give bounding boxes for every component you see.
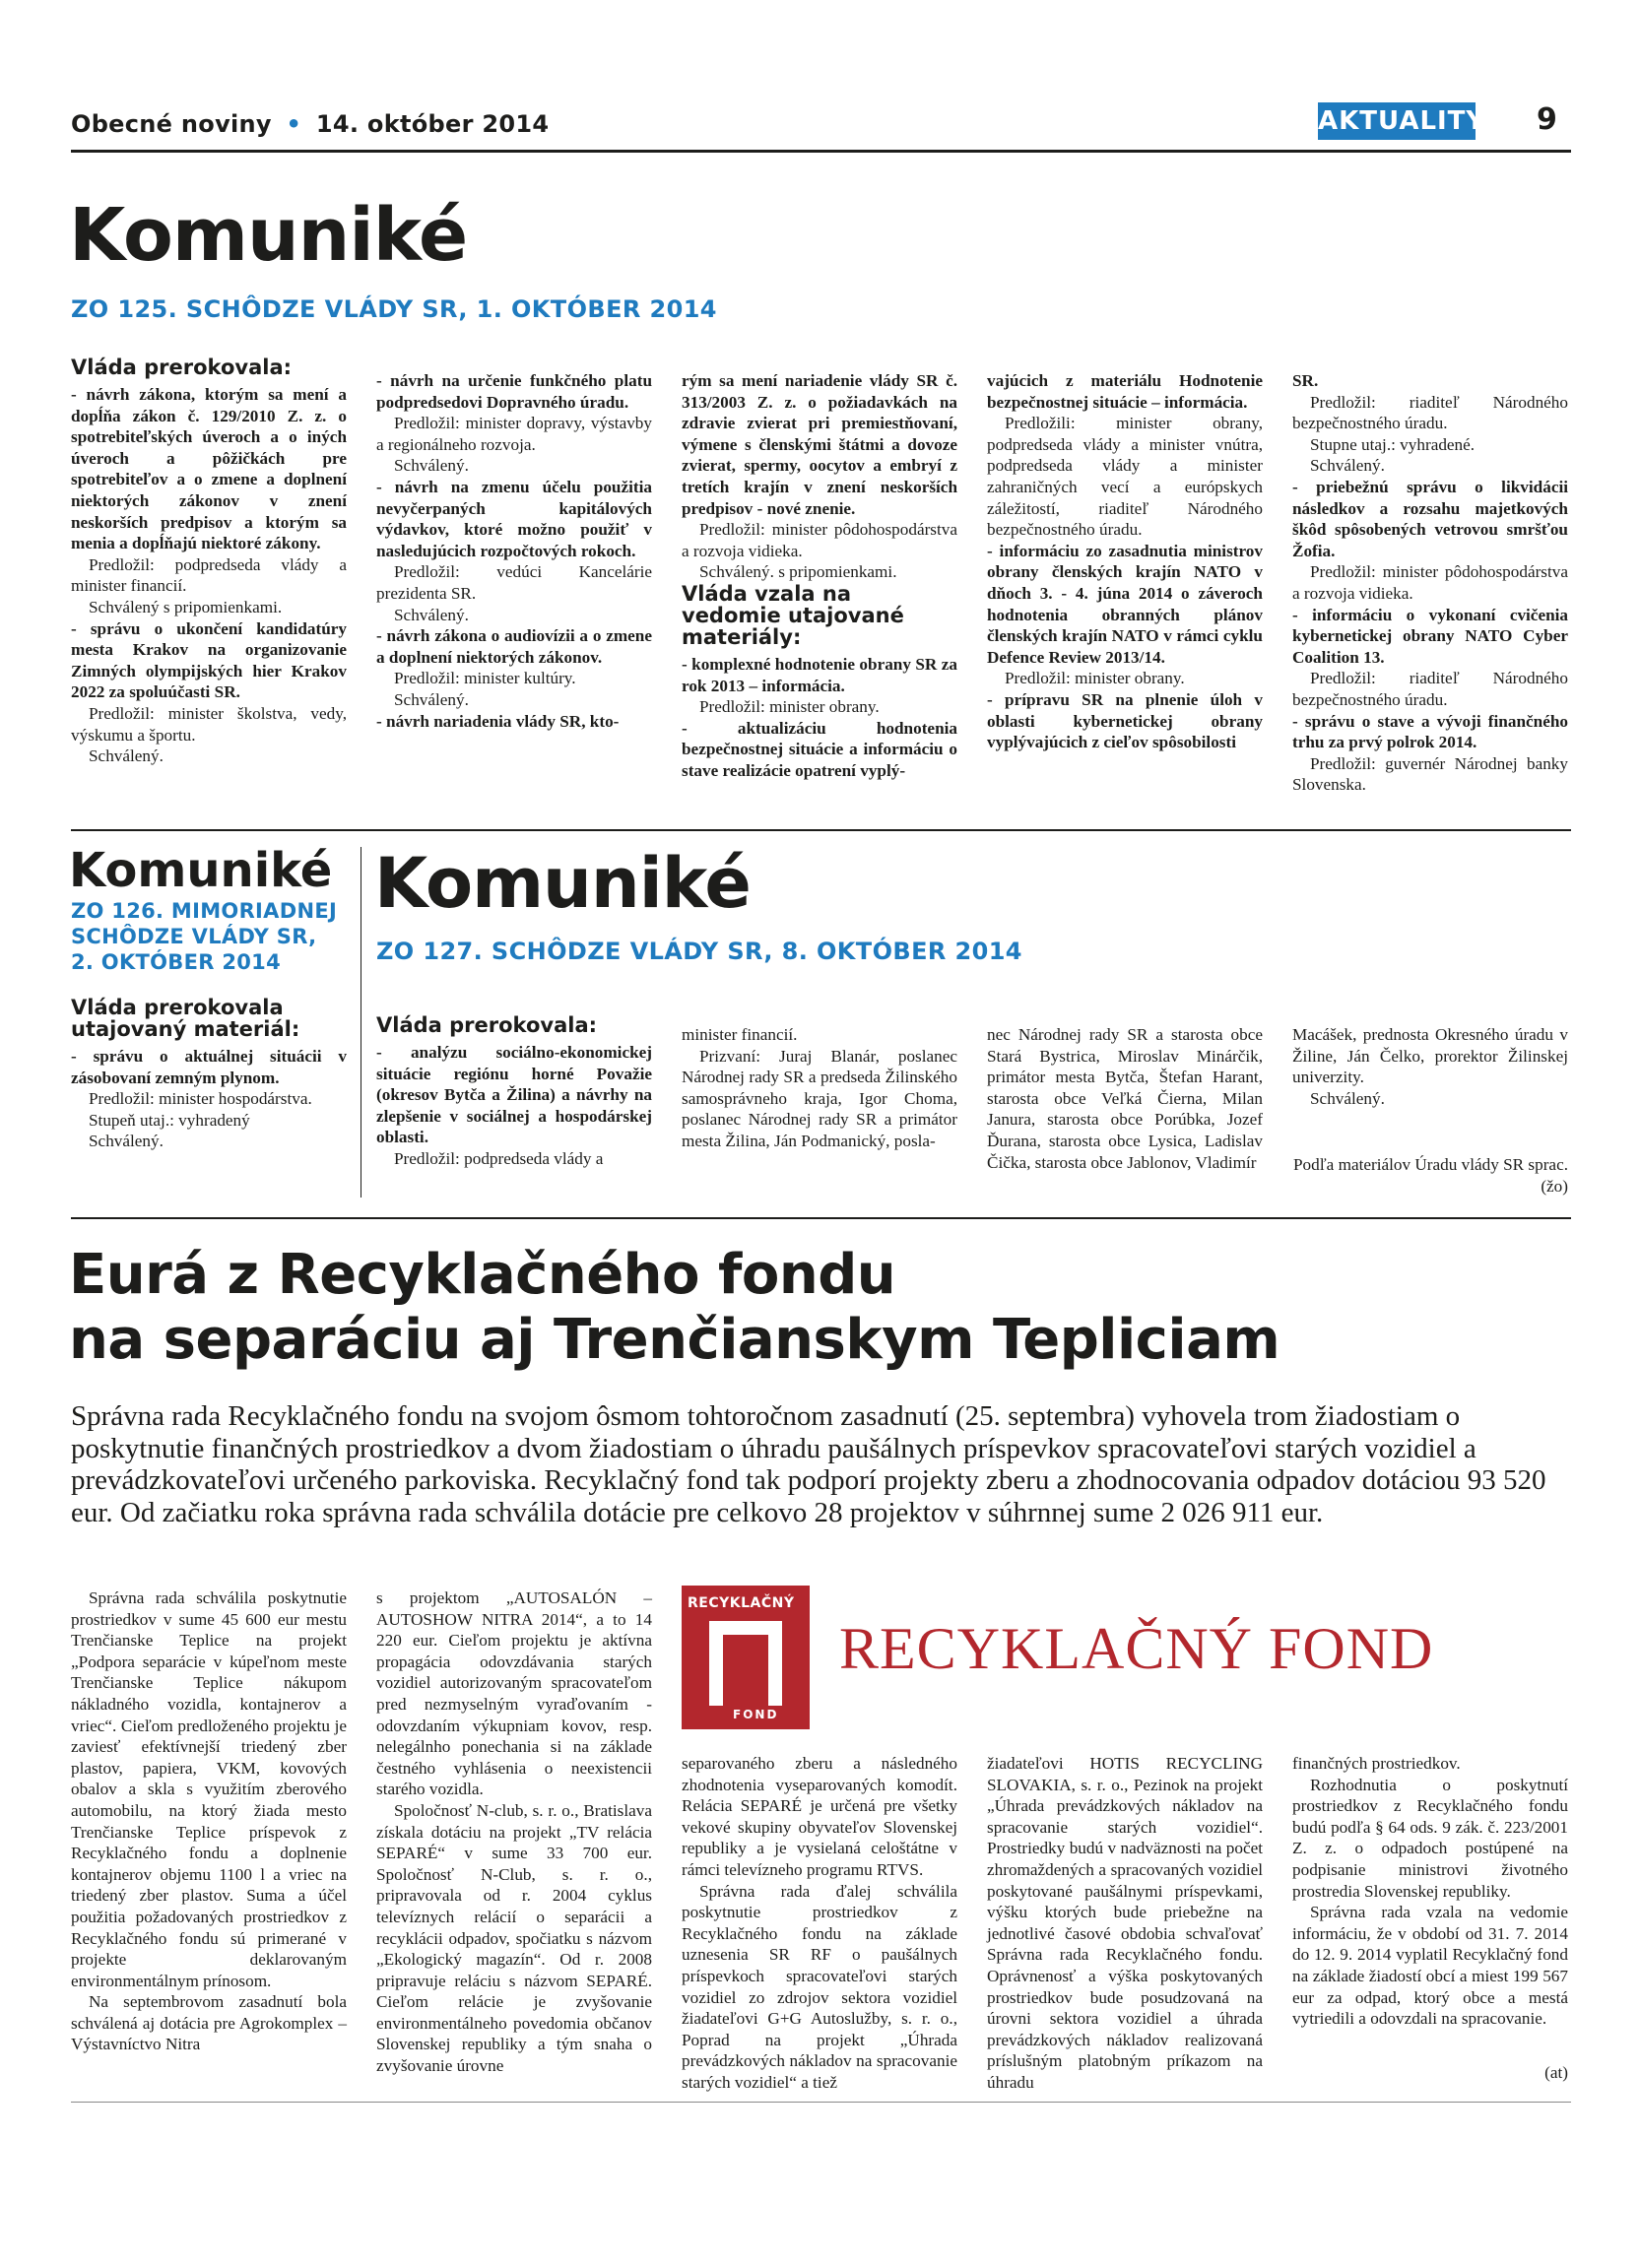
paragraph: Schválený.	[394, 689, 469, 709]
paragraph: Stupeň utaj.: vyhradený	[89, 1110, 250, 1130]
article-col-1	[71, 1588, 347, 2055]
header-rule	[71, 150, 1571, 153]
subtitle-line: ZO 126. MIMORIADNEJ	[71, 899, 338, 923]
paragraph: Predložil: riaditeľ Národného bezpečnostného úradu.	[1292, 669, 1568, 709]
footer-rule	[71, 2102, 1571, 2103]
paragraph: Predložil: minister obrany.	[699, 697, 880, 717]
komunike-127-col-4	[1292, 1024, 1568, 1109]
paragraph: Stupne utaj.: vyhradené.	[1310, 434, 1476, 454]
article-signature	[1292, 2062, 1568, 2084]
agenda-item: rým sa mení nariadenie vlády SR č. 313/2003 Z. z. o požiadavkách na zdravie zvierat pri premiestňovaní, výmene s členskými štátmi a dovoze zvierat, spermy, oocytov a embryí z tretích krajín v znení neskorších predpisov - nové znenie.	[682, 371, 957, 518]
paper-name: Obecné noviny	[71, 110, 272, 138]
komunike-source	[1292, 1154, 1568, 1197]
paragraph: Predložil: riaditeľ Národného bezpečnostného úradu.	[1292, 392, 1568, 433]
agenda-item: - informáciu o vykonaní cvičenia kybernetickej obrany NATO Cyber Coalition 13.	[1292, 605, 1568, 667]
paragraph: Rozhodnutia o poskytnutí prostriedkov z Recyklačného fondu budú podľa § 64 ods. 9 zák. č. 223/2001 Z. z. o odpadoch postúpené na podpisanie ministrovi životného prostredia Slovenskej republiky.	[1292, 1775, 1568, 1901]
paragraph: Predložil: vedúci Kancelárie prezidenta SR.	[376, 562, 652, 603]
komunike-125-col-4	[987, 370, 1263, 753]
paragraph: Predložil: minister obrany.	[1005, 669, 1185, 688]
paragraph: Správna rada schválila poskytnutie prostriedkov v sume 45 600 eur mestu Trenčianske Teplice na projekt „Podpora separácie v kúpeľnom meste Trenčianske Teplice nákupom nákladného vozidla, kontajnerov a vriec“. Cieľom predloženého projektu je zaviesť efektívnejší triedený zber plastov, papiera, VKM, kovových obalov a skla s využitím zberového automobilu, na ktorý žiada mesto Trenčianske Teplice príspevok z Recyklačného fondu a doplnenie kontajnerov objemu 1100 l a vriec na triedený zber plastov. Suma a účel použitia požadovaných prostriedkov z Recyklačného fondu sú primerané v projekte deklarovaným environmentálnym prínosom.	[71, 1588, 347, 1990]
paragraph: žiadateľovi HOTIS RECYCLING SLOVAKIA, s. r. o., Pezinok na projekt „Úhrada prevádzkových nákladov na spracovanie starých vozidiel“. Prostriedky budú v nadväznosti na počet zhromaždených a spracovaných vozidiel poskytované paušálnymi príspevkami, výšku ktorých bude priebežne na jednotlivé časové obdobia schvaľovať Správna rada Recyklačného fondu. Oprávnenosť a výška poskytovaných prostriedkov bude posudzovaná na úrovni sektora vozidiel a úhrada prevádzkových nákladov realizovaná príslušným platobným príkazom na úhradu	[987, 1754, 1263, 2092]
agenda-item: - správu o stave a vývoji finančného trhu za prvý polrok 2014.	[1292, 711, 1568, 752]
paragraph: Macášek, prednosta Okresného úradu v Žiline, Ján Čelko, prorektor Žilinskej univerzity.	[1292, 1025, 1568, 1087]
running-header	[71, 110, 549, 138]
paragraph: Predložil: podpredseda vlády a	[394, 1148, 604, 1168]
komunike-127-col-1	[376, 1014, 652, 1170]
paragraph: Predložil: minister kultúry.	[394, 669, 576, 688]
komunike-127-title: Komuniké	[374, 843, 751, 924]
paragraph: Predložil: minister hospodárstva.	[89, 1089, 312, 1109]
paragraph: Schválený.	[394, 456, 469, 476]
paragraph: Správna rada vzala na vedomie informáciu, že v období od 31. 7. 2014 do 12. 9. 2014 vyplatil Recyklačný fond na základe žiadostí obcí a miest 199 567 eur za odpad, ktorý obce a mestá vytriedili a odovzdali na spracovanie.	[1292, 1903, 1568, 2029]
article-col-4	[987, 1753, 1263, 2094]
komunike-127-col-2	[682, 1024, 957, 1152]
komunike-127-col-3	[987, 1024, 1263, 1173]
subheading: Vláda prerokovala utajovaný materiál:	[71, 996, 300, 1041]
agenda-item: - správu o aktuálnej situácii v zásobovaní zemným plynom.	[71, 1047, 347, 1087]
paragraph: Predložil: minister pôdohospodárstva a rozvoja vidieka.	[1292, 562, 1568, 603]
agenda-item: - analýzu sociálno-ekonomickej situácie regiónu horné Považie (okresov Bytča a Žilina) a návrhy na zlepšenie v sociálnej a hospodárskej oblasti.	[376, 1043, 652, 1147]
paragraph: Predložil: guvernér Národnej banky Slovenska.	[1292, 753, 1568, 795]
logo-badge	[682, 1586, 810, 1729]
article-lead: Správna rada Recyklačného fondu na svojom ôsmom tohtoročnom zasadnutí (25. septembra) vyhovela trom žiadostiam o poskytnutie finančných prostriedkov a dvom žiadostiam o úhradu paušálnych príspevkov spracovateľovi starých vozidiel a prevádzkovateľovi určeného parkoviska. Recyklačný fond tak podporí projekty zberu a zhodnocovania odpadov dotáciou 93 520 eur. Od začiatku roka správna rada schválila dotácie pre celkovo 28 projektov v súhrnnej sume 2 026 911 eur.	[71, 1400, 1546, 1528]
section-rule	[71, 829, 1571, 831]
headline-line: Eurá z Recyklačného fondu	[69, 1243, 896, 1307]
source-note: Podľa materiálov Úradu vlády SR sprac. (žo)	[1292, 1155, 1568, 1196]
bullet: •	[286, 110, 302, 138]
agenda-item: vajúcich z materiálu Hodnotenie bezpečnostnej situácie – informácia.	[987, 371, 1263, 412]
logo-wordmark: RECYKLAČNÝ FOND	[839, 1616, 1434, 1681]
komunike-126-subtitle	[71, 898, 337, 975]
agenda-item: - informáciu zo zasadnutia ministrov obrany členských krajín NATO v dňoch 3. - 4. júna 2014 o záveroch hodnotenia obranných plánov členských krajín NATO v rámci cyklu Defence Review 2013/14.	[987, 541, 1263, 667]
paragraph: Na septembrovom zasadnutí bola schválená aj dotácia pre Agrokomplex – Výstavníctvo Nitra	[71, 1992, 347, 2054]
headline-line: na separáciu aj Trenčianskym Tepliciam	[69, 1308, 1280, 1372]
paragraph: Prizvaní: Juraj Blanár, poslanec Národnej rady SR a predseda Žilinského samosprávneho kraja, Igor Choma, poslanec Národnej rady SR a primátor mesta Žilina, Ján Podmanický, posla-	[682, 1046, 957, 1150]
logo-badge-text-2: FOND	[733, 1708, 779, 1721]
paragraph: s projektom „AUTOSALÓN – AUTOSHOW NITRA 2014“, a to 14 220 eur. Cieľom projektu je aktívna propagácia odovzdávania starých vozidiel autorizovaným spracovateľom pred nezmyselným vyraďovaním - odovzdaním výkupniam kovov, resp. nelegálnho ponechania si na základe čestného vyhlásenia o neexistencii starého vozidla.	[376, 1588, 652, 1799]
article-col-3	[682, 1753, 957, 2094]
section-rule	[71, 1217, 1571, 1219]
paragraph: Schválený s pripomienkami.	[89, 597, 283, 616]
paragraph: Schválený. s pripomienkami.	[699, 562, 897, 582]
subheading: Vláda prerokovala:	[376, 1013, 598, 1037]
komunike-125-col-3	[682, 370, 957, 782]
komunike-125-col-1	[71, 356, 347, 767]
komunike-126-title: Komuniké	[69, 843, 333, 898]
subheading: Vláda prerokovala:	[71, 356, 293, 379]
komunike-125-title: Komuniké	[69, 193, 468, 278]
agenda-item: - návrh zákona, ktorým sa mení a dopĺňa zákon č. 129/2010 Z. z. o spotrebiteľských úveroch a o iných úveroch a pôžičkách pre spotrebiteľov a o zmene a doplnení niektorých zákonov v znení neskorších predpisov a ktorým sa menia a dopĺňajú niektoré zákony.	[71, 385, 347, 553]
agenda-item: - komplexné hodnotenie obrany SR za rok 2013 – informácia.	[682, 654, 957, 695]
paragraph: Správna rada ďalej schválila poskytnutie prostriedkov z Recyklačného fondu na základe uznesenia SR RF o paušálnych príspevkoch spracovateľovi starých vozidiel zo zdrojov sektora vozidiel žiadateľovi G+G Autoslužby, s. r. o., Poprad na projekt „Úhrada prevádzkových nákladov na spracovanie starých vozidiel“ a tiež	[682, 1881, 957, 2092]
article-headline	[69, 1243, 1279, 1373]
komunike-126-col	[71, 997, 347, 1152]
paragraph: minister financií.	[682, 1025, 798, 1044]
subtitle-line: 2. OKTÓBER 2014	[71, 950, 281, 974]
paragraph: Predložil: minister dopravy, výstavby a regionálneho rozvoja.	[376, 414, 652, 454]
paragraph: Schválený.	[394, 605, 469, 624]
article-col-2	[376, 1588, 652, 2077]
logo-badge-text: RECYKLAČNÝ	[688, 1595, 795, 1611]
agenda-item: - návrh na určenie funkčného platu podpredsedovi Dopravného úradu.	[376, 371, 652, 412]
komunike-127-subtitle: ZO 127. SCHÔDZE VLÁDY SR, 8. OKTÓBER 2014	[376, 938, 1022, 965]
paragraph: Predložili: minister obrany, podpredseda vlády a minister vnútra, podpredseda vlády a minister zahraničných vecí a európskych záležitostí, riaditeľ Národného bezpečnostného úradu.	[987, 414, 1263, 540]
paragraph: Schválený.	[1310, 456, 1385, 476]
recycle-bin-icon	[709, 1621, 782, 1706]
agenda-item: SR.	[1292, 371, 1319, 390]
agenda-item: - priebežnú správu o likvidácii následkov a rozsahu majetkových škôd spôsobených vetrovou smršťou Žofia.	[1292, 477, 1568, 560]
page-number: 9	[1537, 102, 1557, 137]
komunike-125-subtitle: ZO 125. SCHÔDZE VLÁDY SR, 1. OKTÓBER 2014	[71, 295, 717, 323]
agenda-item: - návrh na zmenu účelu použitia nevyčerpaných kapitálových výdavkov, ktoré možno použiť v nasledujúcich rozpočtových rokoch.	[376, 477, 652, 560]
paragraph: finančných prostriedkov.	[1292, 1754, 1461, 1773]
agenda-item: - aktualizáciu hodnotenia bezpečnostnej situácie a informáciu o stave realizácie opatrení vyplý-	[682, 718, 957, 780]
paragraph: Schválený.	[1310, 1088, 1385, 1108]
paragraph: separovaného zberu a následného zhodnotenia vyseparovaných komodít. Relácia SEPARÉ je určená pre všetky vekové skupiny obyvateľov Slovenskej republiky a je vysielaná celoštátne v rámci televízneho programu RTVS.	[682, 1754, 957, 1879]
paragraph: Predložil: minister školstva, vedy, výskumu a športu.	[71, 703, 347, 745]
agenda-item: - návrh nariadenia vlády SR, kto-	[376, 711, 620, 731]
issue-date: 14. október 2014	[315, 110, 550, 138]
paragraph: Schválený.	[89, 746, 164, 766]
agenda-item: - prípravu SR na plnenie úloh v oblasti kybernetickej obrany vyplývajúcich z cieľov spôsobilosti	[987, 689, 1263, 752]
author-signature: (at)	[1544, 2063, 1568, 2082]
agenda-item: - návrh zákona o audiovízii a o zmene a doplnení niektorých zákonov.	[376, 626, 652, 667]
paragraph: Spoločnosť N-club, s. r. o., Bratislava získala dotáciu na projekt „TV relácia SEPARÉ“ v sume 33 700 eur. Spoločnosť N-Club, s. r. o., pripravovala od r. 2004 cyklus televíznych relácií o separácii a recyklácii odpadov, spočiatku s názvom „Ekologický magazín“. Od r. 2008 pripravuje reláciu s názvom SEPARÉ. Cieľom relácie je zvyšovanie environmentálneho povedomia občanov Slovenskej republiky a tým snaha o zvyšovanie úrovne	[376, 1800, 652, 2076]
section-badge	[1318, 102, 1486, 140]
recyklacny-fond-logo	[682, 1586, 1568, 1733]
article-col-5	[1292, 1753, 1568, 2030]
section-label: AKTUALITY	[1318, 106, 1486, 136]
paragraph: Predložil: minister pôdohospodárstva a rozvoja vidieka.	[682, 520, 957, 560]
agenda-item: - správu o ukončení kandidatúry mesta Krakov na organizovanie Zimných olympijských hier Krakov 2022 za spoluúčasti SR.	[71, 618, 347, 702]
paragraph: Schválený.	[89, 1132, 164, 1151]
subheading: Vláda vzala na vedomie utajované materiály:	[682, 581, 904, 649]
paragraph: Predložil: podpredseda vlády a minister financií.	[71, 554, 347, 596]
komunike-125-col-2	[376, 370, 652, 732]
paragraph: nec Národnej rady SR a starosta obce Stará Bystrica, Miroslav Minárčik, primátor mesta Bytča, Štefan Harant, starosta obce Veľká Čierna, Milan Janura, starosta obce Porúbka, Jozef Ďurana, starosta obce Lysica, Ladislav Čička, starosta obce Jablonov, Vladimír	[987, 1025, 1263, 1172]
komunike-125-col-5	[1292, 370, 1568, 796]
subtitle-line: SCHÔDZE VLÁDY SR,	[71, 925, 317, 948]
